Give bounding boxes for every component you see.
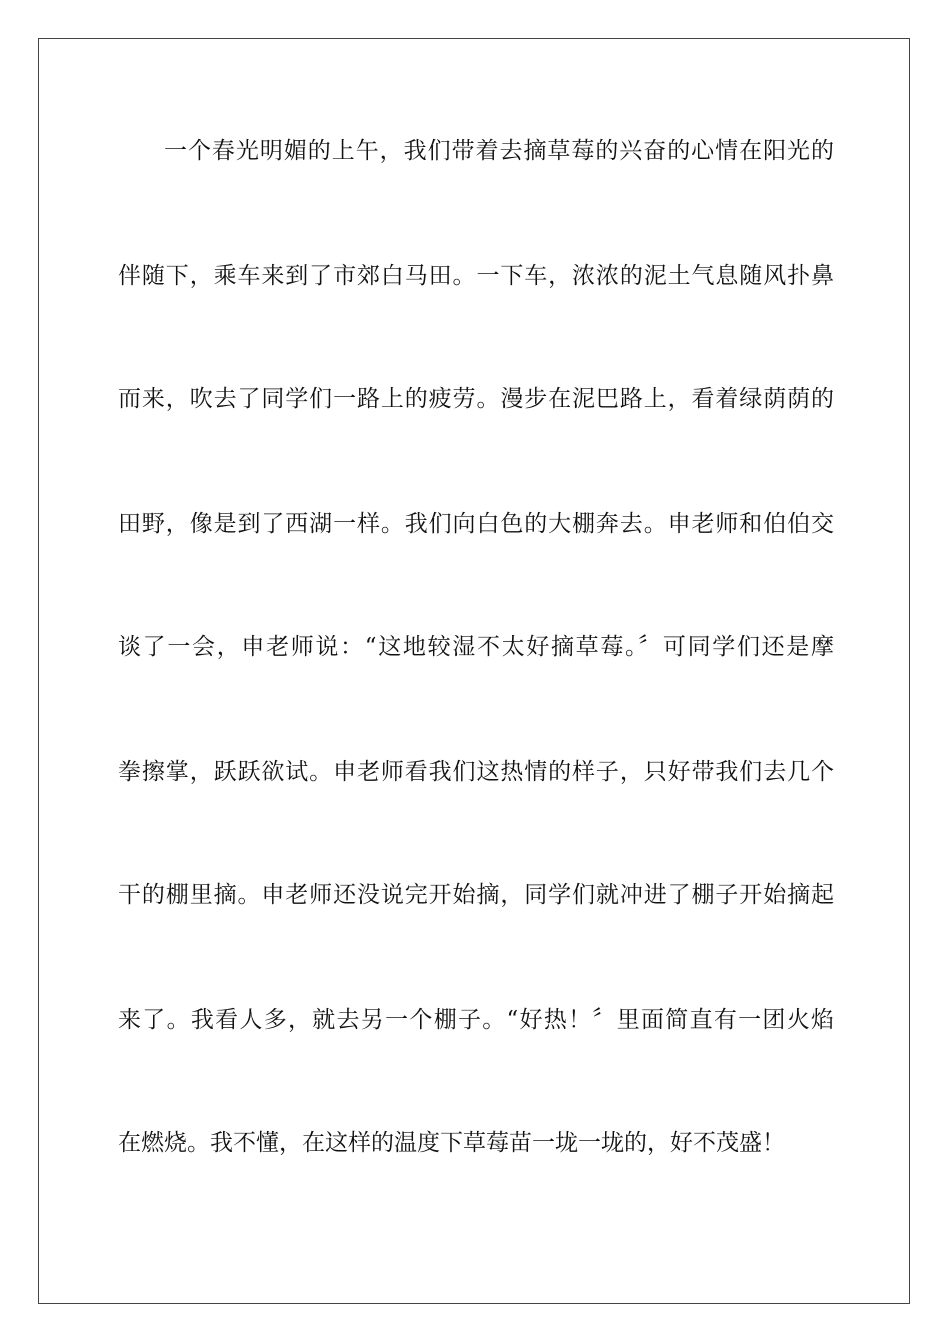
paragraph-line-3: 而来，吹去了同学们一路上的疲劳。漫步在泥巴路上，看着绿荫荫的 xyxy=(118,386,834,412)
paragraph-line-2: 伴随下，乘车来到了市郊白马田。一下车，浓浓的泥土气息随风扑鼻 xyxy=(118,263,834,289)
paragraph-line-1: 一个春光明媚的上午，我们带着去摘草莓的兴奋的心情在阳光的 xyxy=(164,138,834,164)
page-border xyxy=(38,38,910,1304)
paragraph-line-5: 谈了一会，申老师说：“这地较湿不太好摘草莓。〞可同学们还是摩 xyxy=(118,634,834,660)
paragraph-line-8: 来了。我看人多，就去另一个棚子。“好热！〞里面简直有一团火焰 xyxy=(118,1007,834,1033)
paragraph-line-9: 在燃烧。我不懂，在这样的温度下草莓苗一垅一垅的，好不茂盛！ xyxy=(118,1130,785,1156)
paragraph-line-4: 田野，像是到了西湖一样。我们向白色的大棚奔去。申老师和伯伯交 xyxy=(118,511,834,537)
paragraph-line-6: 拳擦掌，跃跃欲试。申老师看我们这热情的样子，只好带我们去几个 xyxy=(118,759,834,785)
paragraph-line-7: 干的棚里摘。申老师还没说完开始摘，同学们就冲进了棚子开始摘起 xyxy=(118,882,834,908)
